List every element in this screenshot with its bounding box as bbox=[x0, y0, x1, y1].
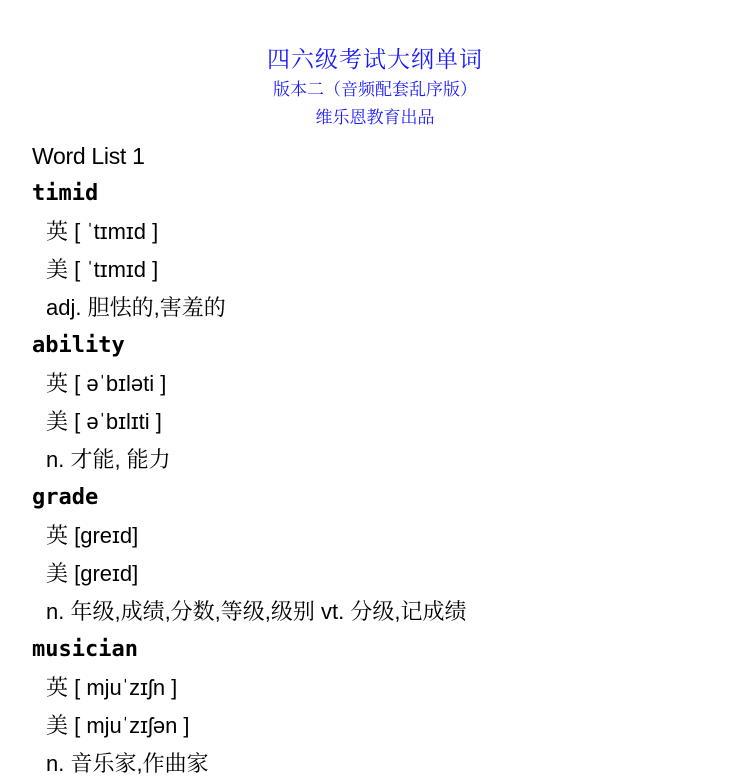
word-entry bbox=[32, 479, 732, 631]
us-pronunciation: 美 [ mjuˈzɪʃən ] bbox=[46, 713, 190, 738]
headword: musician bbox=[32, 637, 138, 662]
uk-pronunciation: 英 [ ˈtɪmɪd ] bbox=[46, 219, 159, 244]
us-pronunciation: 美 [ əˈbɪlɪti ] bbox=[46, 409, 162, 434]
definition: n. 才能, 能力 bbox=[46, 447, 171, 472]
us-pronunciation: 美 [ ˈtɪmɪd ] bbox=[46, 257, 159, 282]
word-entry bbox=[32, 631, 732, 783]
word-list bbox=[32, 137, 732, 783]
headword: timid bbox=[32, 181, 99, 206]
document-title: 四六级考试大纲单词 bbox=[267, 46, 483, 72]
headword: ability bbox=[32, 333, 125, 358]
definition: n. 年级,成绩,分数,等级,级别 vt. 分级,记成绩 bbox=[46, 599, 467, 624]
us-pronunciation: 美 [greɪd] bbox=[46, 561, 139, 586]
word-entry bbox=[32, 175, 732, 327]
headword: grade bbox=[32, 485, 99, 510]
uk-pronunciation: 英 [greɪd] bbox=[46, 523, 139, 548]
word-list-title: Word List 1 bbox=[32, 143, 145, 169]
word-entry bbox=[32, 327, 732, 479]
document-subtitle: 版本二（音频配套乱序版） bbox=[273, 80, 477, 99]
uk-pronunciation: 英 [ əˈbɪləti ] bbox=[46, 371, 167, 396]
definition: n. 音乐家,作曲家 bbox=[46, 751, 209, 776]
uk-pronunciation: 英 [ mjuˈzɪʃn ] bbox=[46, 675, 178, 700]
publisher-line: 维乐恩教育出品 bbox=[315, 108, 435, 127]
definition: adj. 胆怯的,害羞的 bbox=[46, 295, 226, 320]
document-header bbox=[0, 42, 750, 132]
